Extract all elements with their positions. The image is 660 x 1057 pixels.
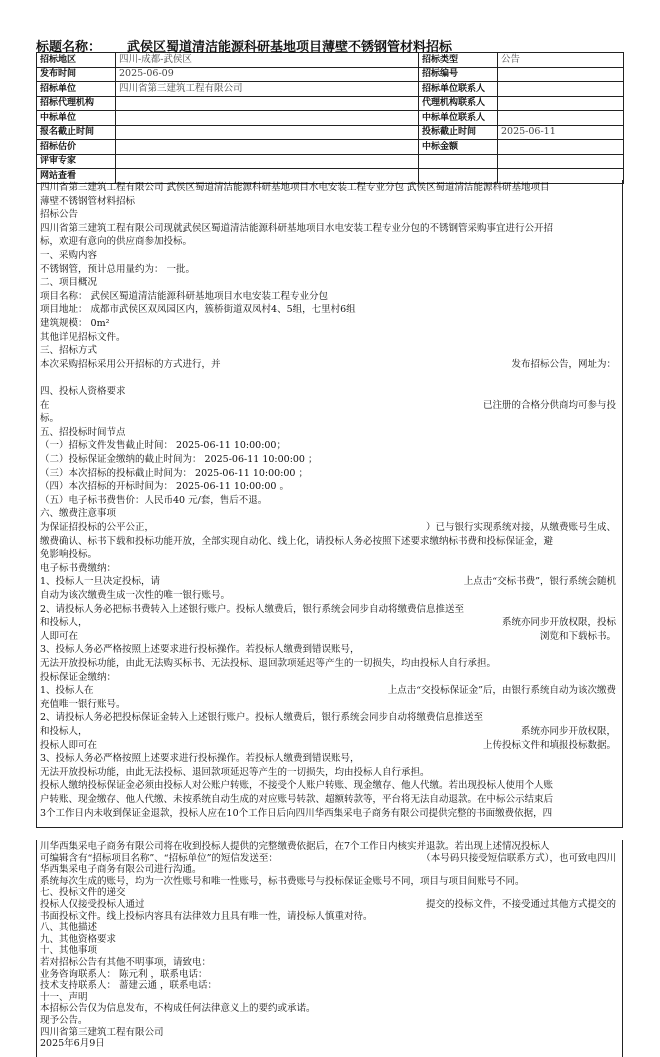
- announcement-body-continued: [36, 840, 623, 1057]
- body-line: 本招标公告仅为信息发布，不构成任何法律意义上的要约或承诺。: [40, 1003, 316, 1015]
- body-line: 三、招标方式: [40, 345, 98, 357]
- info-label: 招标地区: [37, 53, 116, 68]
- info-row: [37, 125, 624, 140]
- body-line: 书面投标文件。线上投标内容具有法律效力且具有唯一性，请投标人慎重对待。: [40, 910, 373, 922]
- body-line: 3、投标人务必严格按照上述要求进行投标操作。若投标人缴费到错误账号，: [40, 644, 360, 656]
- body-line-right: 浏览和下载标书。: [539, 630, 616, 642]
- info-label: 发布时间: [37, 67, 116, 82]
- body-line: 四川省第三建筑工程有限公司 武侯区蜀道清洁能源科研基地项目水电安装工程专业分包 武侯区蜀道清洁能源科研基地项目: [40, 182, 550, 193]
- body-line: （四）本次招标的开标时间为： 2025-06-11 10:00:00 。: [40, 481, 289, 493]
- info-label: 招标单位: [37, 82, 116, 97]
- info-value: [116, 111, 419, 126]
- body-line: 在: [40, 399, 50, 411]
- info-label: 招标类型: [419, 53, 498, 68]
- body-line: 为保证招投标的公平公正，: [40, 522, 155, 533]
- info-value: [498, 140, 624, 155]
- body-line-right: 上点击“交投标保证金”后，由银行系统自动为该次缴费: [387, 685, 616, 697]
- body-line: 十一、声明: [40, 991, 88, 1003]
- info-label: 评审专家: [37, 154, 116, 169]
- info-label: 投标截止时间: [419, 125, 498, 140]
- body-line: 一、采购内容: [40, 250, 98, 261]
- body-line: 人即可在: [40, 630, 79, 642]
- info-value: 2025-06-11: [498, 125, 624, 140]
- body-line: 项目地址： 成都市武侯区双凤园区内，簇桥街道双凤村4、5组，七里村6组: [40, 304, 356, 316]
- info-label: 网站查看: [37, 169, 116, 184]
- info-label: 中标单位联系人: [419, 111, 498, 126]
- info-label: 中标单位: [37, 111, 116, 126]
- info-label: 招标编号: [419, 67, 498, 82]
- body-line: 川华西集采电子商务有限公司将在收到投标人提供的完整缴费依据后，在7个工作日内核实并退款。若出现上述情况投标人: [40, 841, 550, 852]
- announcement-body: [36, 180, 623, 828]
- body-line: 自动为该次缴费生成一次性的唯一银行账号。: [40, 590, 231, 601]
- body-line: 其他详见招标文件。: [40, 331, 126, 343]
- body-line: 缴费确认、标书下载和投标功能开放，全部实现自动化、线上化，请投标人务必按照下述要求缴纳标书费和投标保证金，避: [40, 535, 554, 547]
- body-line: 和投标人，: [40, 617, 88, 629]
- body-line: 电子标书费缴纳：: [40, 562, 117, 574]
- body-line: 2、请投标人务必把标书费转入上述银行账户。投标人缴费后，银行系统会同步自动将缴费信息推送至: [40, 603, 465, 615]
- title-text: 武侯区蜀道清洁能源科研基地项目薄壁不锈钢管材料招标: [127, 40, 453, 55]
- info-label: 报名截止时间: [37, 125, 116, 140]
- body-line: 1、投标人在: [40, 685, 94, 697]
- body-line: 五、招投标时间节点: [40, 426, 126, 438]
- body-line: 建筑规模： 0m²: [40, 318, 110, 329]
- body-line: 四、投标人资格要求: [40, 386, 126, 397]
- body-line: 系统每次生成的账号，均为一次性账号和唯一性账号，标书费账号与投标保证金账号不同，项目与项目间账号不同。: [40, 875, 525, 887]
- body-line: 标，欢迎有意向的供应商参加投标。: [40, 236, 193, 248]
- info-row: [37, 154, 624, 169]
- body-line: 二、项目概况: [40, 277, 98, 289]
- body-line: 业务咨询联系人： 陈元利 ，联系电话：: [40, 968, 208, 980]
- info-row: [37, 111, 624, 126]
- info-value: 四川-成都-武侯区: [116, 53, 419, 68]
- body-line: 现予公告。: [40, 1015, 88, 1026]
- body-line: 四川省第三建筑工程有限公司现就武侯区蜀道清洁能源科研基地项目水电安装工程专业分包的不锈钢管采购事宜进行公开招: [40, 222, 554, 234]
- info-value: 2025-06-09: [116, 67, 419, 82]
- body-line: 华西集采电子商务有限公司进行沟通。: [40, 864, 202, 876]
- body-line-right: 发布招标公告，网址为：: [511, 358, 616, 370]
- body-line: 投标保证金缴纳：: [40, 671, 117, 683]
- body-line-right: 上点击“交标书费”，银行系统会随机: [463, 576, 616, 588]
- body-line: 投标人缴纳投标保证金必须由投标人对公账户转账，不接受个人账户转账、现金缴存、他人代缴。若出现投标人使用个人账: [40, 780, 554, 792]
- body-line: 无法开放投标功能，由此无法投标、退回款项延迟等产生的一切损失，均由投标人自行承担。: [40, 766, 430, 778]
- body-line: 招标公告: [40, 209, 79, 221]
- info-value: [116, 154, 419, 169]
- body-line: （二）投标保证金缴纳的截止时间为： 2025-06-11 10:00:00 ；: [40, 454, 318, 465]
- body-line: 3、投标人务必严格按照上述要求进行投标操作。若投标人缴费到错误账号，: [40, 753, 360, 765]
- body-line: 项目名称： 武侯区蜀道清洁能源科研基地项目水电安装工程专业分包: [40, 290, 329, 302]
- body-line: 若对招标公告有其他不明事项，请致电：: [40, 957, 212, 968]
- body-line: 薄壁不锈钢管材料招标: [40, 195, 136, 207]
- body-line: 投标人即可在: [40, 739, 98, 751]
- body-line: 不锈钢管，预计总用量约为： 一批。: [40, 263, 196, 275]
- title-label: 标题名称：: [36, 40, 102, 55]
- info-value: [498, 67, 624, 82]
- body-line: 十、其他事项: [40, 945, 98, 957]
- info-row: [37, 53, 624, 68]
- body-line: 和投标人，: [40, 726, 88, 737]
- body-line: 本次采购招标采用公开招标的方式进行，并: [40, 358, 221, 370]
- body-line: 1、投标人一旦决定投标，请: [40, 576, 161, 588]
- info-value: 四川省第三建筑工程有限公司: [116, 82, 419, 97]
- info-label: 招标估价: [37, 140, 116, 155]
- body-line: 四川省第三建筑工程有限公司: [40, 1026, 164, 1038]
- info-label: 代理机构联系人: [419, 96, 498, 111]
- info-row: [37, 140, 624, 155]
- body-line: 九、其他资格要求: [40, 933, 117, 945]
- body-line-right: 系统亦同步开放权限，: [520, 726, 616, 737]
- body-line-right: 已注册的合格分供商均可参与投: [482, 399, 616, 411]
- info-row: [37, 82, 624, 97]
- body-line: 八、其他描述: [40, 922, 98, 934]
- body-line: 2、请投标人务必把投标保证金转入上述银行账户。投标人缴费后，银行系统会同步自动将缴费信息推送至: [40, 712, 484, 724]
- info-value: [116, 125, 419, 140]
- body-line-right: 提交的投标文件，不接受通过其他方式提交的: [425, 899, 616, 910]
- info-value: [116, 140, 419, 155]
- info-table: [36, 52, 624, 184]
- body-line: 免影响投标。: [40, 549, 98, 561]
- body-line: 六、缴费注意事项: [40, 508, 117, 520]
- body-line: 技术支持联系人： 蔷建云通 ，联系电话：: [40, 980, 218, 992]
- info-label: 招标单位联系人: [419, 82, 498, 97]
- info-row: [37, 96, 624, 111]
- body-line: 3个工作日内未收到保证金退款，投标人应在10个工作日后向四川华西集采电子商务有限公司提供完整的书面缴费依据，四: [40, 807, 553, 819]
- info-label: [419, 154, 498, 169]
- body-line: 七、投标文件的递交: [40, 887, 126, 899]
- body-line-right: ）已与银行实现系统对接，从缴费账号生成、: [425, 522, 616, 533]
- info-label: 招标代理机构: [37, 96, 116, 111]
- info-value: [498, 82, 624, 97]
- body-line-right: （本号码只接受短信联系方式），也可致电四川: [421, 852, 616, 864]
- info-value: 公告: [498, 53, 624, 68]
- body-line-right: 上传投标文件和填报投标数据。: [482, 739, 616, 751]
- body-line: 2025年6月9日: [40, 1038, 105, 1050]
- info-label: 中标金额: [419, 140, 498, 155]
- body-line: 标。: [40, 413, 60, 425]
- body-line: （三）本次招标的投标截止时间为： 2025-06-11 10:00:00 ；: [40, 467, 308, 479]
- info-value: [498, 96, 624, 111]
- body-line: 充值唯一银行账号。: [40, 698, 126, 710]
- body-line-right: 系统亦同步开放权限，投标: [501, 617, 616, 629]
- body-line: 无法开放投标功能，由此无法购买标书、无法投标、退回款项延迟等产生的一切损失，均由投标人自行承担。: [40, 658, 497, 669]
- info-value: [498, 154, 624, 169]
- info-value: [116, 96, 419, 111]
- body-line: 可编辑含有“招标项目名称”、“招标单位”的短信发送至：: [40, 852, 278, 864]
- body-line: 投标人仅接受投标人通过: [40, 899, 145, 910]
- info-value: [498, 111, 624, 126]
- body-line: 户转账、现金缴存、他人代缴、未按系统自动生成的对应账号转款、超额转款等，平台将无法自动退款。在中标公示结束后: [40, 794, 554, 805]
- body-line: （一）招标文件发售截止时间： 2025-06-11 10:00:00；: [40, 440, 286, 452]
- body-line: （五）电子标书费售价：人民币40 元/套，售后不退。: [40, 494, 268, 506]
- info-row: [37, 67, 624, 82]
